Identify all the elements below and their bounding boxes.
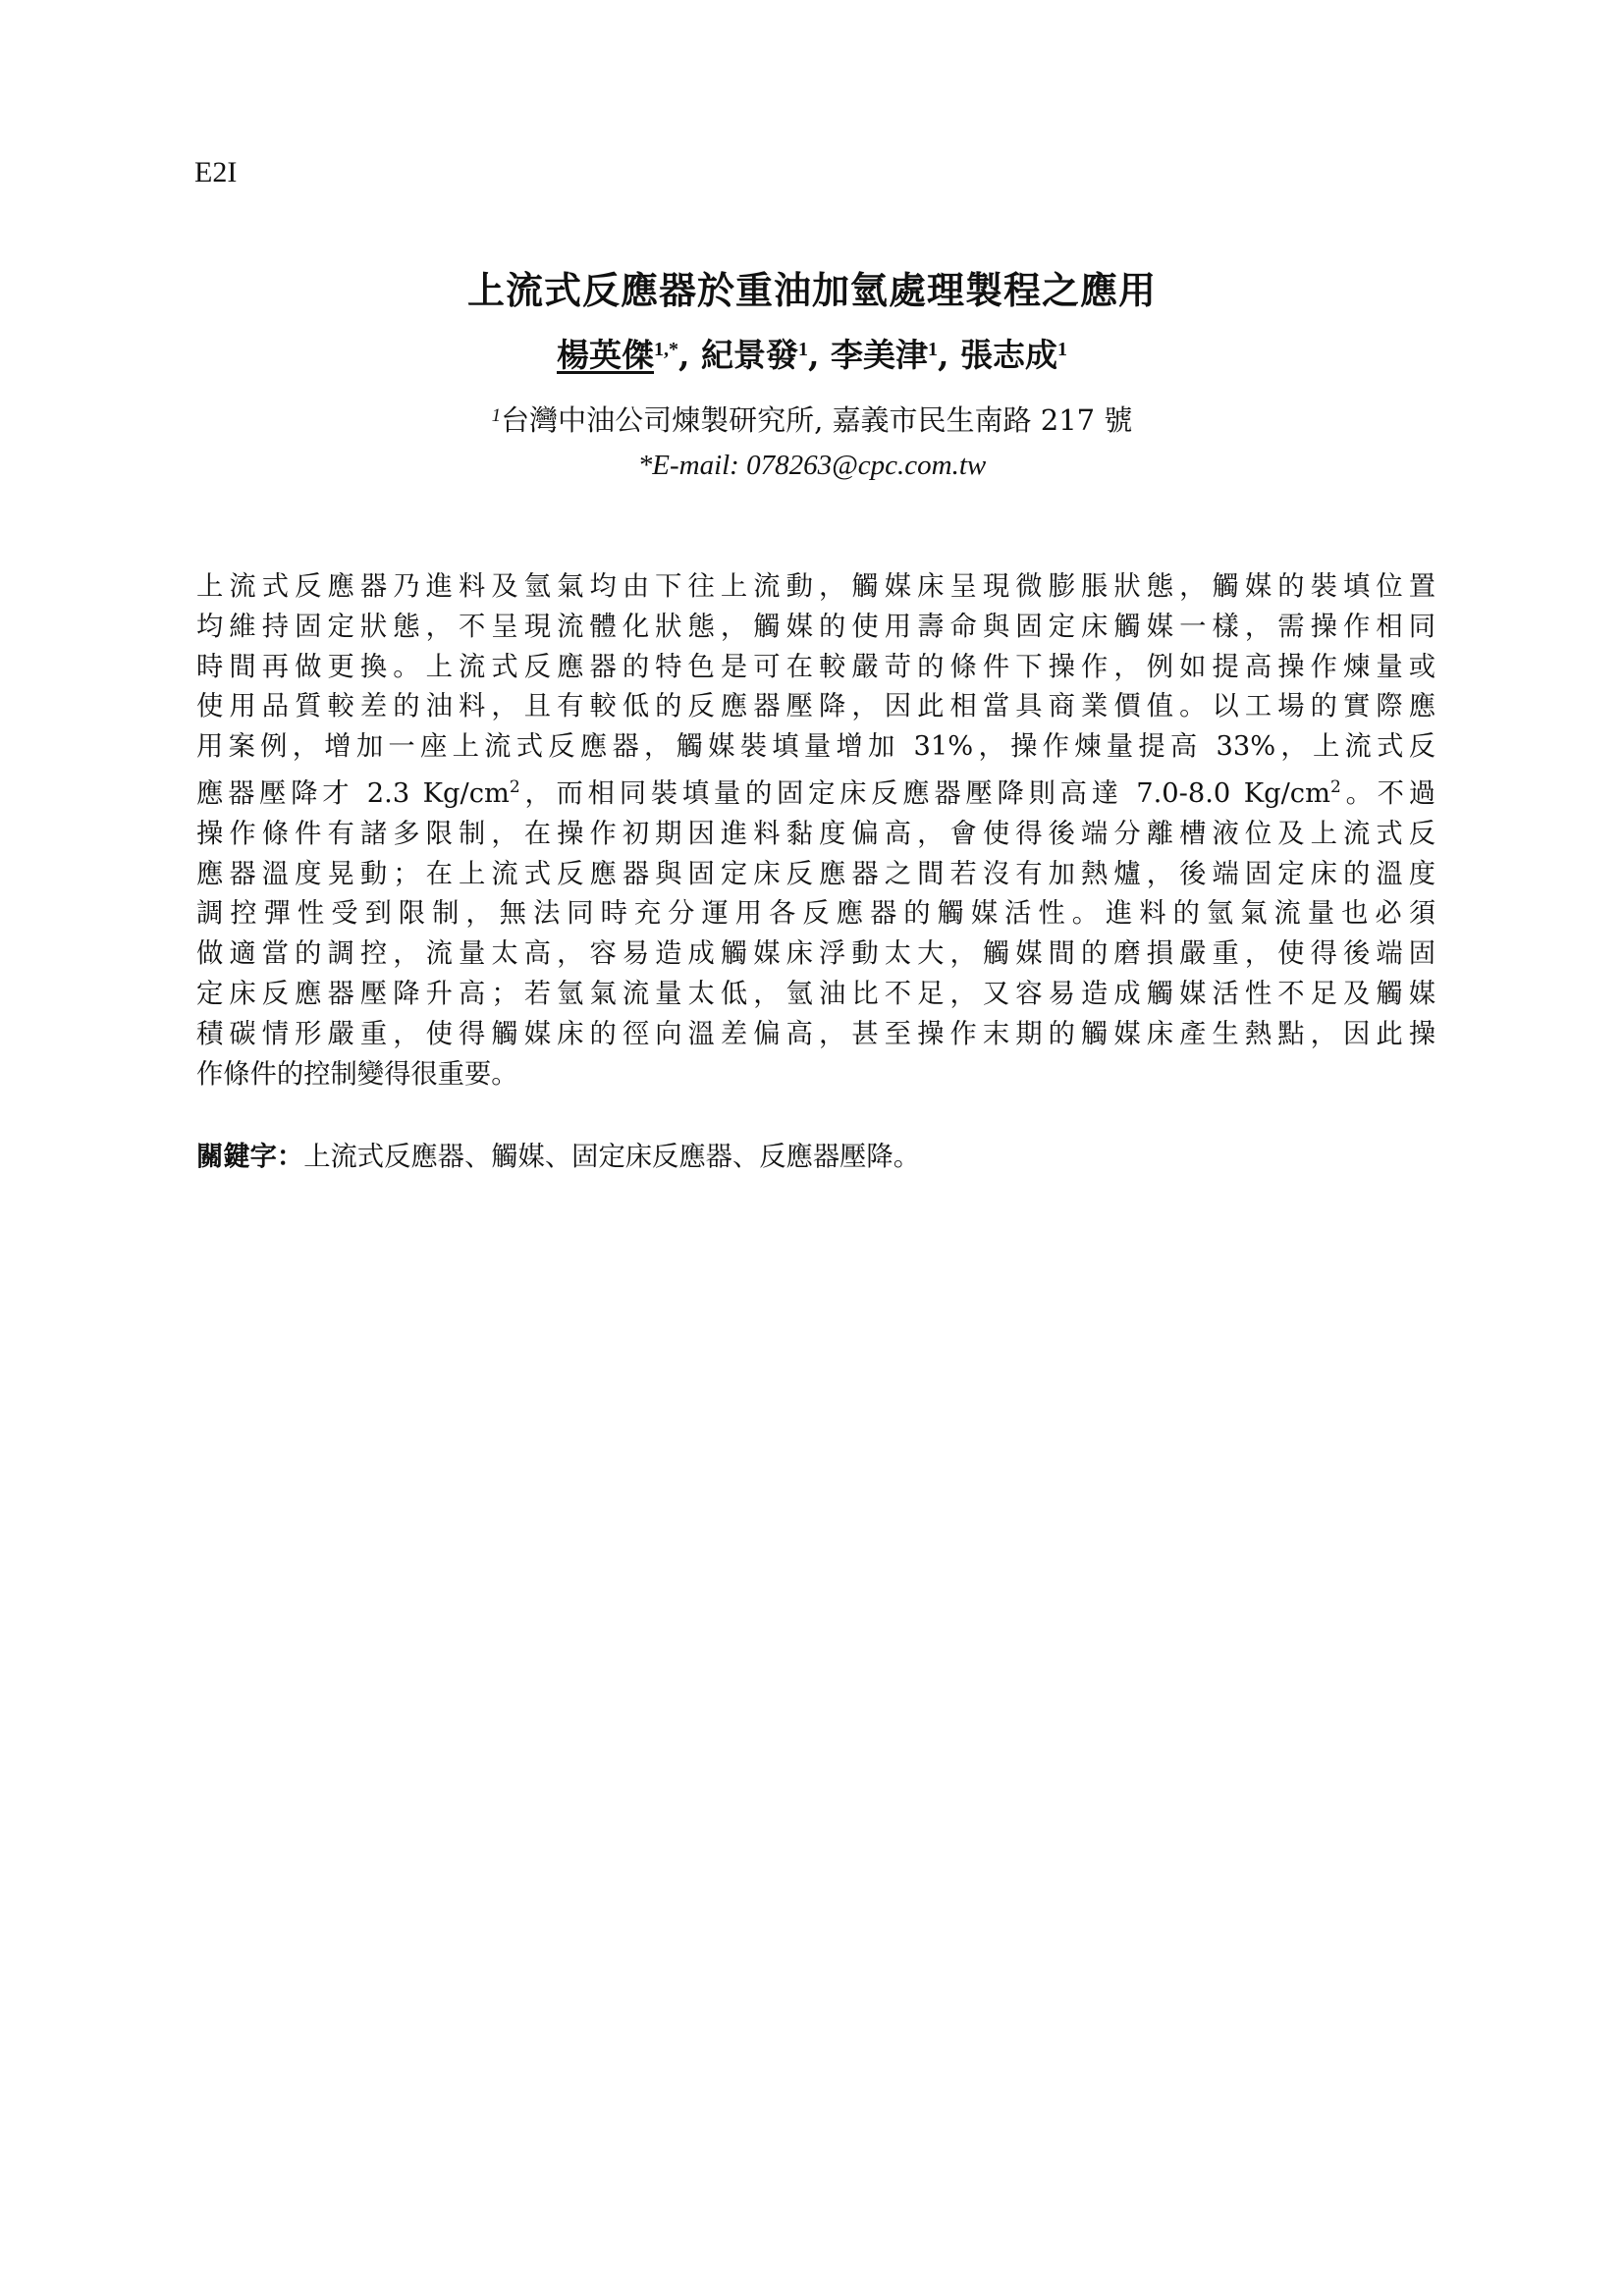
affiliation-text: 台灣中油公司煉製研究所, 嘉義市民生南路 217 號 xyxy=(501,403,1133,437)
page-code: E2I xyxy=(194,156,238,188)
abstract-line: 定床反應器壓降升高；若氫氣流量太低，氫油比不足，又容易造成觸媒活性不足及觸媒 xyxy=(196,979,1435,1010)
abstract-line: 操作條件有諸多限制，在操作初期因進料黏度偏高，會使得後端分離槽液位及上流式反 xyxy=(196,818,1435,849)
author-affiliation-mark: 1,* xyxy=(654,339,679,360)
abstract-line: 上流式反應器乃進料及氫氣均由下往上流動，觸媒床呈現微膨脹狀態，觸媒的裝填位置 xyxy=(196,571,1435,602)
abstract-line: 積碳情形嚴重，使得觸媒床的徑向溫差偏高，甚至操作末期的觸媒床產生熱點，因此操 xyxy=(196,1018,1435,1049)
author-affiliation-mark: 1 xyxy=(1056,339,1067,360)
author-separator: , xyxy=(678,336,701,374)
author-name: 李美津 xyxy=(830,336,928,374)
author-name: 楊英傑 xyxy=(557,336,655,374)
contact-email: *E-mail: 078263@cpc.com.tw xyxy=(637,450,987,481)
abstract-line: 應器溫度晃動；在上流式反應器與固定床反應器之間若沒有加熱爐，後端固定床的溫度 xyxy=(196,858,1435,889)
abstract-line xyxy=(196,768,1435,815)
author-separator: , xyxy=(808,336,831,374)
keywords-label: 關鍵字： xyxy=(196,1141,304,1172)
paper-title: 上流式反應器於重油加氫處理製程之應用 xyxy=(466,268,1157,312)
superscript: 2 xyxy=(509,776,520,797)
abstract-text: 應器壓降才 2.3 Kg/cm xyxy=(196,778,510,810)
author-list xyxy=(0,335,1624,376)
abstract-text: ，而相同裝填量的固定床反應器壓降則高達 7.0-8.0 Kg/cm xyxy=(519,778,1330,810)
affiliation-mark: 1 xyxy=(491,405,502,426)
superscript: 2 xyxy=(1329,776,1341,797)
abstract-line: 作條件的控制變得很重要。 xyxy=(196,1058,518,1090)
abstract-line: 時間再做更換。上流式反應器的特色是可在較嚴苛的條件下操作，例如提高操作煉量或 xyxy=(196,651,1435,682)
abstract-text: 。不過 xyxy=(1340,778,1436,810)
affiliation xyxy=(0,402,1624,438)
keywords xyxy=(196,1137,1435,1177)
abstract-line: 做適當的調控，流量太高，容易造成觸媒床浮動太大，觸媒間的磨損嚴重，使得後端固 xyxy=(196,938,1435,970)
author-name: 紀景發 xyxy=(701,336,798,374)
abstract-line: 均維持固定狀態，不呈現流體化狀態，觸媒的使用壽命與固定床觸媒一樣，需操作相同 xyxy=(196,611,1435,642)
author-affiliation-mark: 1 xyxy=(927,339,938,360)
author-affiliation-mark: 1 xyxy=(798,339,808,360)
keywords-text: 上流式反應器、觸媒、固定床反應器、反應器壓降。 xyxy=(303,1142,921,1172)
author-separator: , xyxy=(937,336,960,374)
abstract-line: 調控彈性受到限制，無法同時充分運用各反應器的觸媒活性。進料的氫氣流量也必須 xyxy=(196,898,1435,930)
author-name: 張志成 xyxy=(959,336,1057,374)
abstract-line: 用案例，增加一座上流式反應器，觸媒裝填量增加 31%，操作煉量提高 33%，上流式反 xyxy=(196,731,1435,763)
abstract-line: 使用品質較差的油料，且有較低的反應器壓降，因此相當具商業價值。以工場的實際應 xyxy=(196,691,1435,722)
abstract-body xyxy=(196,567,1435,1095)
